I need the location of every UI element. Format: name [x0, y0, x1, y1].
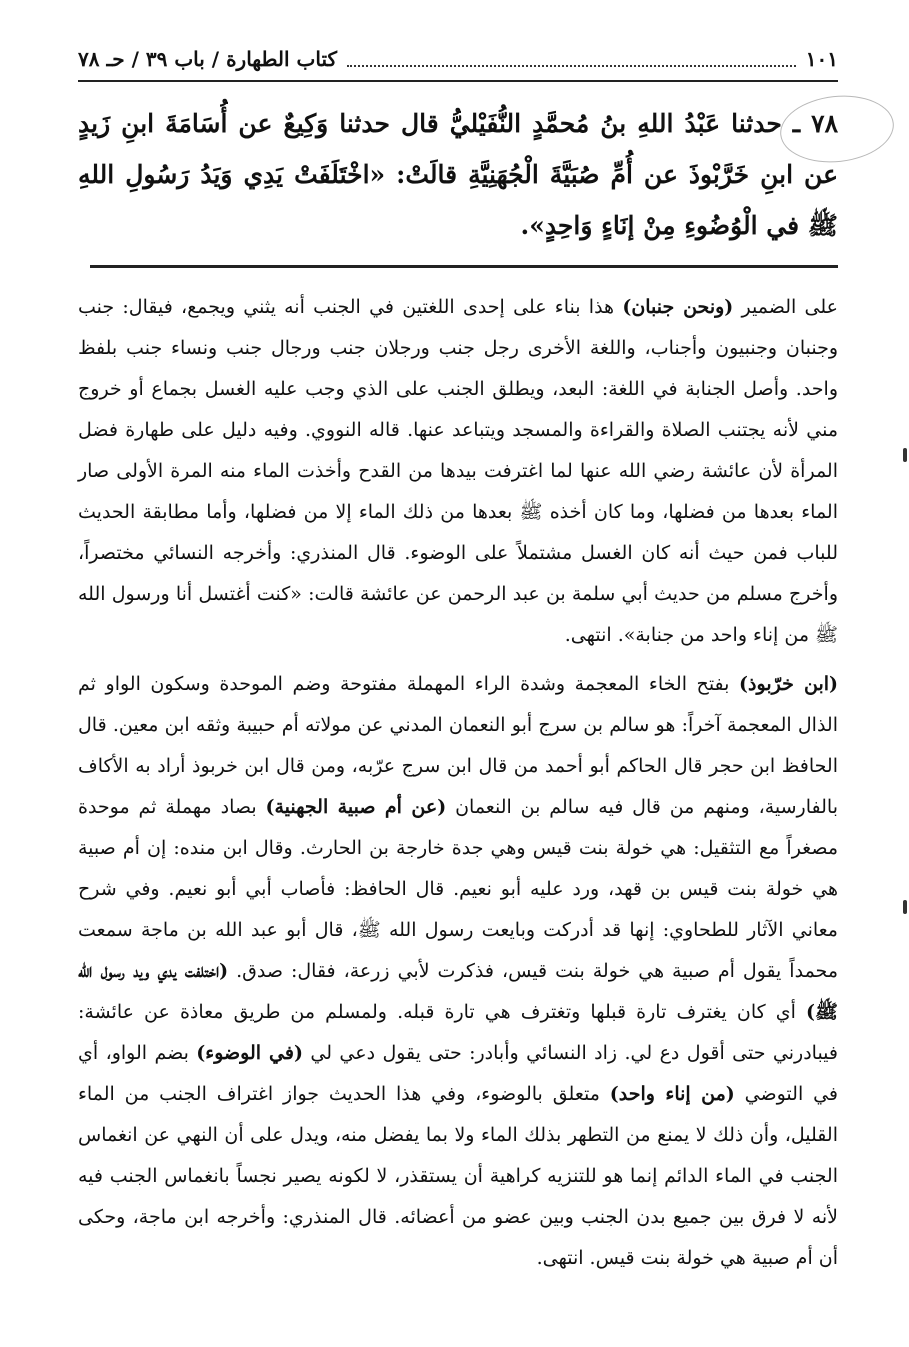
commentary-text: بضم الواو، أي في التوضي — [78, 1042, 839, 1105]
hadith-text — [78, 98, 838, 248]
commentary-paragraph-2 — [78, 664, 838, 1279]
commentary-text: متعلق بالوضوء، وفي هذا الحديث جواز اغتراف الجنب من الماء القليل، وأن ذلك لا يمنع من التطهر بذلك الماء ولا بما يفضل منه، ويدل على أن النهي عن انغماس الجنب في الماء الدائم إنما هو للتنزيه كراهية أن يستقذر، لا لكونه يصير نجساً بانغماس الجنب فيه لأنه لا فرق بين جميع بدن الجنب وبين عضو من أعضائه. قال المنذري: وأخرجه ابن ماجة، وحكى أن أم صبية هي خولة بنت قيس. انتهى. — [78, 1083, 838, 1269]
commentary-paragraph-1 — [78, 287, 838, 656]
commentary-text: أي كان يغترف تارة قبلها وتغترف هي تارة قبله. ولمسلم من طريق معاذة عن عائشة: فيبادرني حتى أقول دع لي. زاد النسائي وأبادر: حتى يقول دعي لي — [78, 1001, 839, 1064]
commentary-keyword: (اختلفت يدي ويد رسول الله ﷺ) — [78, 960, 838, 1023]
hadith-number: ٧٨ — [811, 109, 839, 138]
commentary-text: على الضمير — [733, 296, 838, 318]
commentary-keyword: (ابن خرّبوذ) — [739, 673, 839, 695]
commentary-keyword: (في الوضوء) — [196, 1042, 303, 1064]
section-divider — [90, 265, 838, 268]
commentary-text: بفتح الخاء المعجمة وشدة الراء المهملة مفتوحة وضم الموحدة وسكون الواو ثم الذال المعجمة آخراً: هو سالم بن سرج أبو النعمان المدني عن مولاته أم حبيبة وثقه ابن معين. قال الحافظ ابن حجر قال الحاكم أبو أحمد من قال ابن سرج عرّبه، ومن قال ابن خربوذ أراد به الأكاف بالفارسية، ومنهم من قال فيه سالم بن النعمان — [78, 673, 838, 818]
margin-mark — [903, 900, 907, 914]
commentary-text: هذا بناء على إحدى اللغتين في الجنب أنه يثني ويجمع، فيقال: جنب وجنبان وجنبيون وأجناب، واللغة الأخرى رجل جنب ورجلان جنب ورجال جنب ونساء جنب بلفظ واحد. وأصل الجنابة في اللغة: البعد، ويطلق الجنب على الذي وجب عليه الغسل بجماع أو خروج مني لأنه يجتنب الصلاة والقراءة والمسجد ويتباعد عنها. قاله النووي. وفيه دليل على طهارة فضل المرأة لأن عائشة رضي الله عنها لما اغترفت بيدها من القدح وأخذت الماء منه المرة الأولى صار الماء بعدها من فضلها، وما كان أخذه ﷺ بعدها من ذلك الماء إلا من فضلها، وأما مطابقة الحديث للباب فمن حيث أنه كان الغسل مشتملاً على الوضوء. قال المنذري: وأخرجه النسائي مختصراً، وأخرج مسلم من حديث أبي سلمة بن عبد الرحمن عن عائشة قالت: «كنت أغتسل أنا ورسول الله ﷺ من إناء واحد من جنابة». انتهى. — [78, 296, 838, 646]
hadith-dash: ـ — [781, 109, 812, 138]
commentary-keyword: (عن أم صبية الجهنية) — [265, 796, 447, 818]
commentary-keyword: (من إناء واحد) — [609, 1083, 735, 1105]
margin-mark — [903, 448, 907, 462]
running-header — [78, 42, 838, 82]
dotted-leader — [347, 51, 796, 67]
hadith-body: حدثنا عَبْدُ اللهِ بنُ مُحمَّدٍ النُّفَيْليُّ قال حدثنا وَكِيعٌ عن أُسَامَةَ ابنِ زَيدٍ عن ابنِ خَرَّبْوذَ عن أُمِّ صُبَيَّةَ الْجُهَنِيَّةِ قالَتْ: «اخْتَلَفَتْ يَدِي وَيَدُ رَسُولِ اللهِ ﷺ في الْوُضُوءِ مِنْ إنَاءٍ وَاحِدٍ». — [78, 109, 838, 240]
commentary-keyword: (ونحن جنبان) — [622, 296, 734, 318]
commentary-text: بصاد مهملة ثم موحدة مصغراً مع التثقيل: هي خولة بنت قيس وهي جدة خارجة بن الحارث. وقال ابن منده: إن أم صبية هي خولة بنت قيس بن قهد، ورد عليه أبو نعيم. قال الحافظ: فأصاب أبي أبو نعيم. وفي شرح معاني الآثار للطحاوي: إنها قد أدركت وبايعت رسول الله ﷺ، قال أبو عبد الله بن ماجة سمعت محمداً يقول أم صبية هي خولة بنت قيس، فذكرت لأبي زرعة، فقال: صدق. — [78, 796, 838, 982]
running-title: كتاب الطهارة / باب ٣٩ / حـ ٧٨ — [78, 47, 338, 71]
page-number: ١٠١ — [805, 47, 838, 71]
